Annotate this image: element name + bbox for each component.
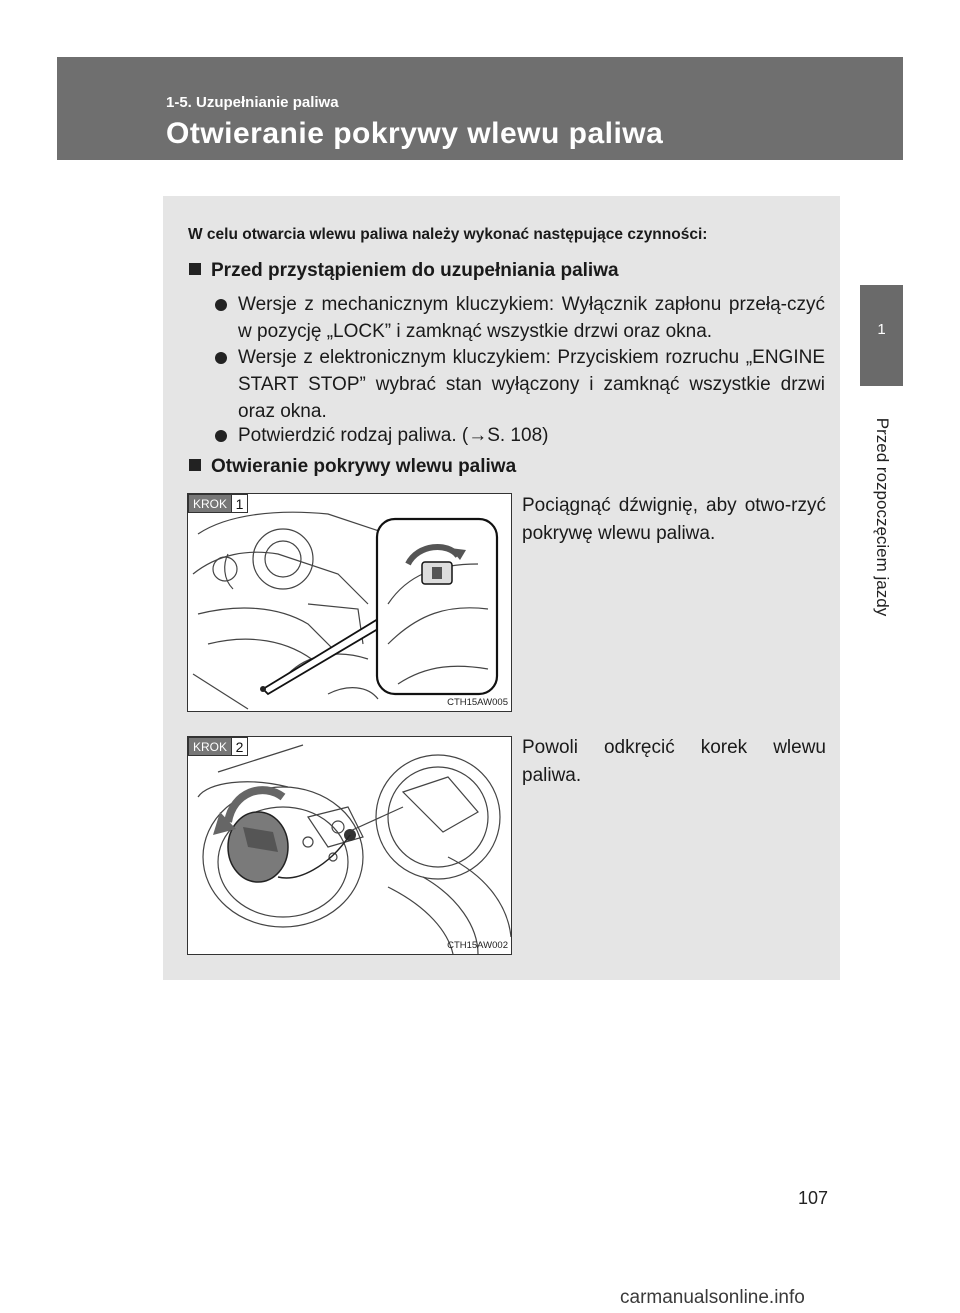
fuel-cap-illustration [188,737,511,954]
chapter-tab [860,285,903,386]
step-badge-label: KROK [188,737,232,756]
section-heading-text: Przed przystąpieniem do uzupełniania paliwa [211,260,619,281]
step-1-text: Pociągnąć dźwignię, aby otwo-rzyć pokrywę wlewu paliwa. [522,495,826,544]
section-heading-text: Otwieranie pokrywy wlewu paliwa [211,456,517,477]
page-number: 107 [798,1188,829,1208]
bullet-text: Potwierdzić rodzaj paliwa. (→S. 108) [238,425,549,446]
bullet-dot-icon [215,299,227,311]
bullet-item [215,344,825,425]
figure-fuel-lever [187,493,512,712]
step-2-text: Powoli odkręcić korek wlewu paliwa. [522,737,826,786]
intro-text: W celu otwarcia wlewu paliwa należy wykonać następujące czynności: [188,226,708,243]
bullet-text: Wersje z mechanicznym kluczykiem: Wyłącznik zapłonu przełą-czyć w pozycję „LOCK” i zamknąć wszystkie drzwi oraz okna. [238,294,825,342]
step-badge [188,737,248,756]
section-label: 1-5. Uzupełnianie paliwa [166,94,339,111]
chapter-label [865,387,899,647]
figure-code: CTH15AW005 [447,697,508,708]
figure-fuel-cap [187,736,512,955]
bullet-text: Wersje z elektronicznym kluczykiem: Przyciskiem rozruchu „ENGINE START STOP” wybrać stan wyłączony i zamknąć wszystkie drzwi oraz okna. [238,347,825,422]
chapter-number: 1 [877,321,886,338]
bullet-dot-icon [215,430,227,442]
square-bullet-icon [189,459,201,471]
step-badge-label: KROK [188,494,232,513]
step-badge-number: 1 [232,494,248,513]
square-bullet-icon [189,263,201,275]
step-badge-number: 2 [232,737,248,756]
section-heading-opening [189,456,516,478]
page-title: Otwieranie pokrywy wlewu paliwa [166,117,664,150]
figure-code: CTH15AW002 [447,940,508,951]
bullet-dot-icon [215,352,227,364]
bullet-item [215,291,825,345]
fuel-door-lever-illustration [188,494,511,711]
watermark: carmanualsonline.info [620,1287,805,1308]
content-box [163,196,840,980]
step-badge [188,494,248,513]
chapter-label-text: Przed rozpoczęciem jazdy [873,417,892,617]
bullet-item [215,422,825,449]
section-heading-before-refuel [189,260,619,282]
page-header [57,57,903,160]
